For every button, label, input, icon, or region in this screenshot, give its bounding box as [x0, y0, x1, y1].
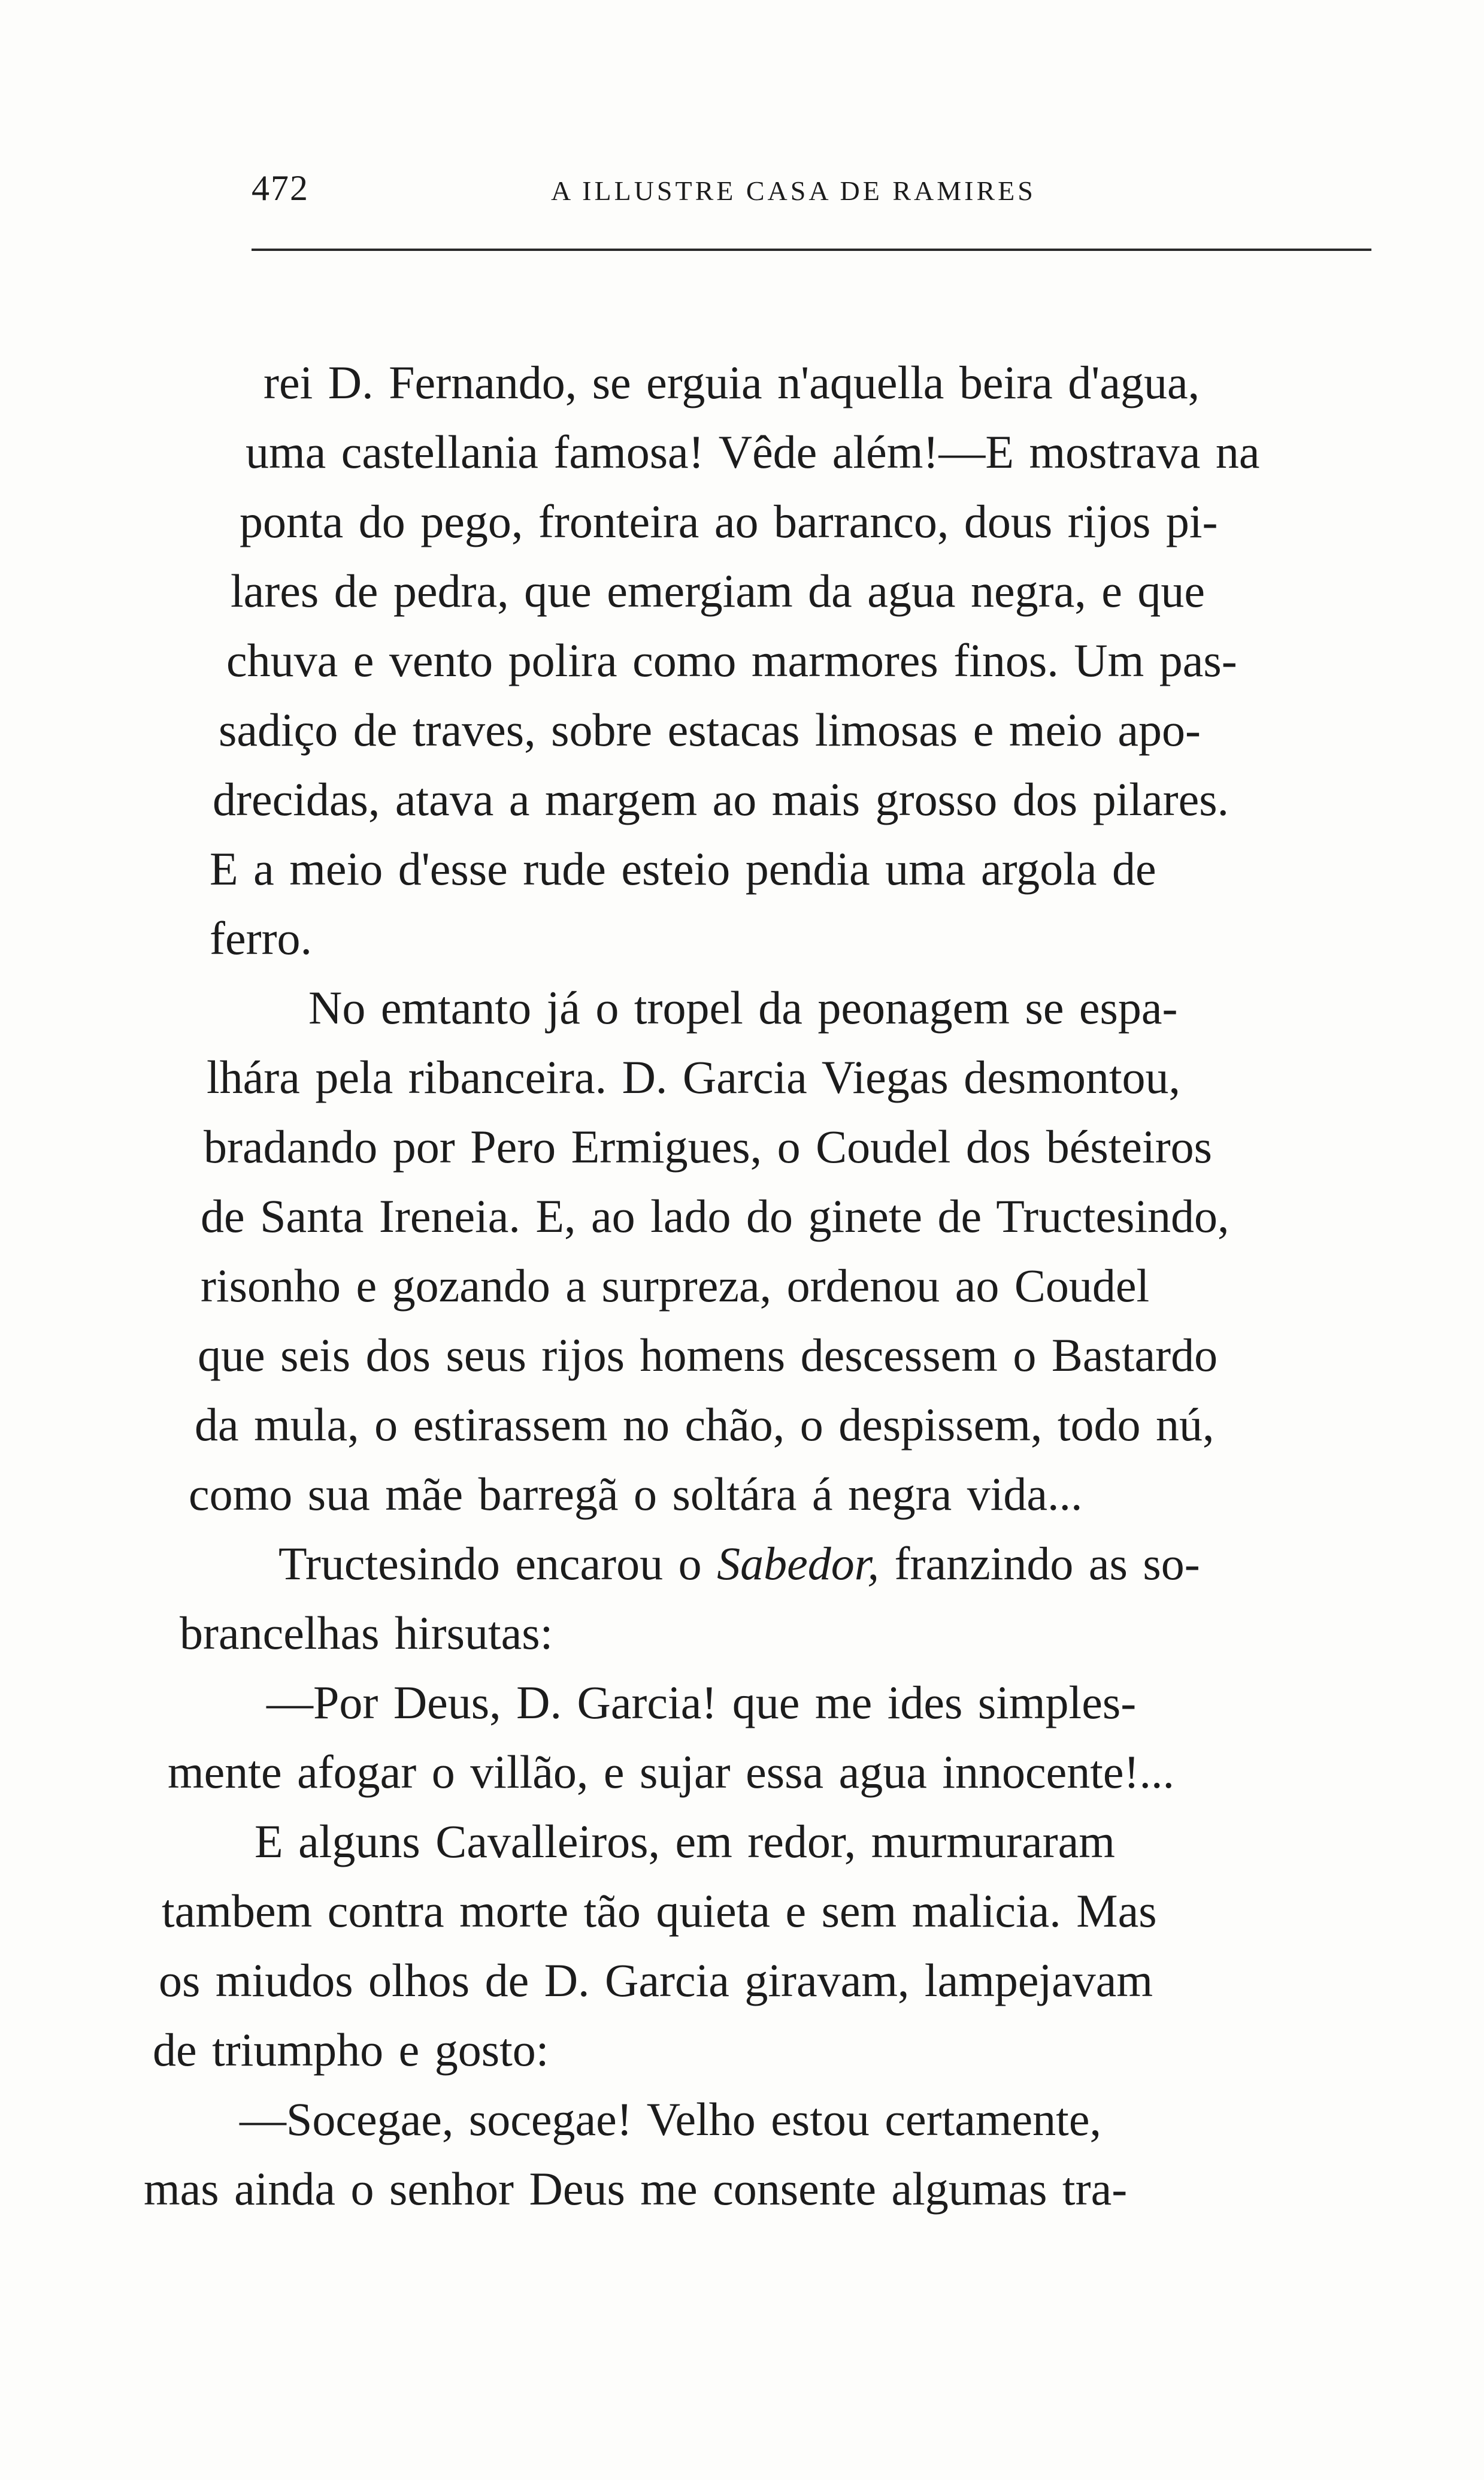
text-line: ferro.: [210, 912, 313, 964]
text-line: mente afogar o villão, e sujar essa agua innocente!...: [168, 1746, 1175, 1798]
text-line: que seis dos seus rijos homens descessem o Bastardo: [198, 1329, 1218, 1381]
text-line: de Santa Ireneia. E, ao lado do ginete de Tructesindo,: [201, 1190, 1229, 1242]
page-number: 472: [252, 168, 309, 208]
text-line: mas ainda o senhor Deus me consente algumas tra-: [144, 2163, 1128, 2215]
text-line: como sua mãe barregã o soltára á negra vida...: [189, 1468, 1083, 1520]
running-title: A ILLUSTRE CASA DE RAMIRES: [551, 175, 1036, 206]
text-line: [278, 1537, 1200, 1589]
text-line: tambem contra morte tão quieta e sem malicia. Mas: [162, 1885, 1157, 1937]
text-line: chuva e vento polira como marmores finos. Um pas-: [226, 634, 1237, 686]
text-line: sadiço de traves, sobre estacas limosas e meio apo-: [219, 704, 1201, 756]
text-line: drecidas, atava a margem ao mais grosso dos pilares.: [213, 773, 1229, 825]
text-line: E a meio d'esse rude esteio pendia uma argola de: [210, 843, 1156, 895]
text-line: da mula, o estirassem no chão, o despissem, todo nú,: [195, 1398, 1215, 1451]
text-line: rei D. Fernando, se erguia n'aquella beira d'agua,: [264, 356, 1200, 408]
text-line: lares de pedra, que emergiam da agua negra, e que: [231, 565, 1205, 617]
text-line: ponta do pego, fronteira ao barranco, dous rijos pi-: [240, 495, 1218, 547]
text-line: No emtanto já o tropel da peonagem se espa-: [308, 982, 1178, 1034]
text-line: —Socegae, socegae! Velho estou certamente,: [240, 2093, 1101, 2145]
text-line: E alguns Cavalleiros, em redor, murmuraram: [255, 1815, 1115, 1867]
text-line: os miudos olhos de D. Garcia giravam, lampejavam: [159, 1954, 1153, 2006]
text-line: brancelhas hirsutas:: [180, 1607, 553, 1659]
text-line: de triumpho e gosto:: [153, 2024, 549, 2076]
text-segment: Tructesindo encarou o: [278, 1537, 717, 1589]
italic-word: Sabedor,: [717, 1537, 879, 1589]
text-line: lhára pela ribanceira. D. Garcia Viegas desmontou,: [207, 1051, 1181, 1103]
text-line: —Por Deus, D. Garcia! que me ides simples-: [266, 1676, 1137, 1728]
text-segment: franzindo as so-: [879, 1537, 1200, 1589]
text-line: risonho e gozando a surpreza, ordenou ao Coudel: [201, 1259, 1150, 1312]
text-line: bradando por Pero Ermigues, o Coudel dos bésteiros: [204, 1121, 1213, 1173]
text-line: uma castellania famosa! Vêde além!—E mostrava na: [246, 426, 1260, 478]
